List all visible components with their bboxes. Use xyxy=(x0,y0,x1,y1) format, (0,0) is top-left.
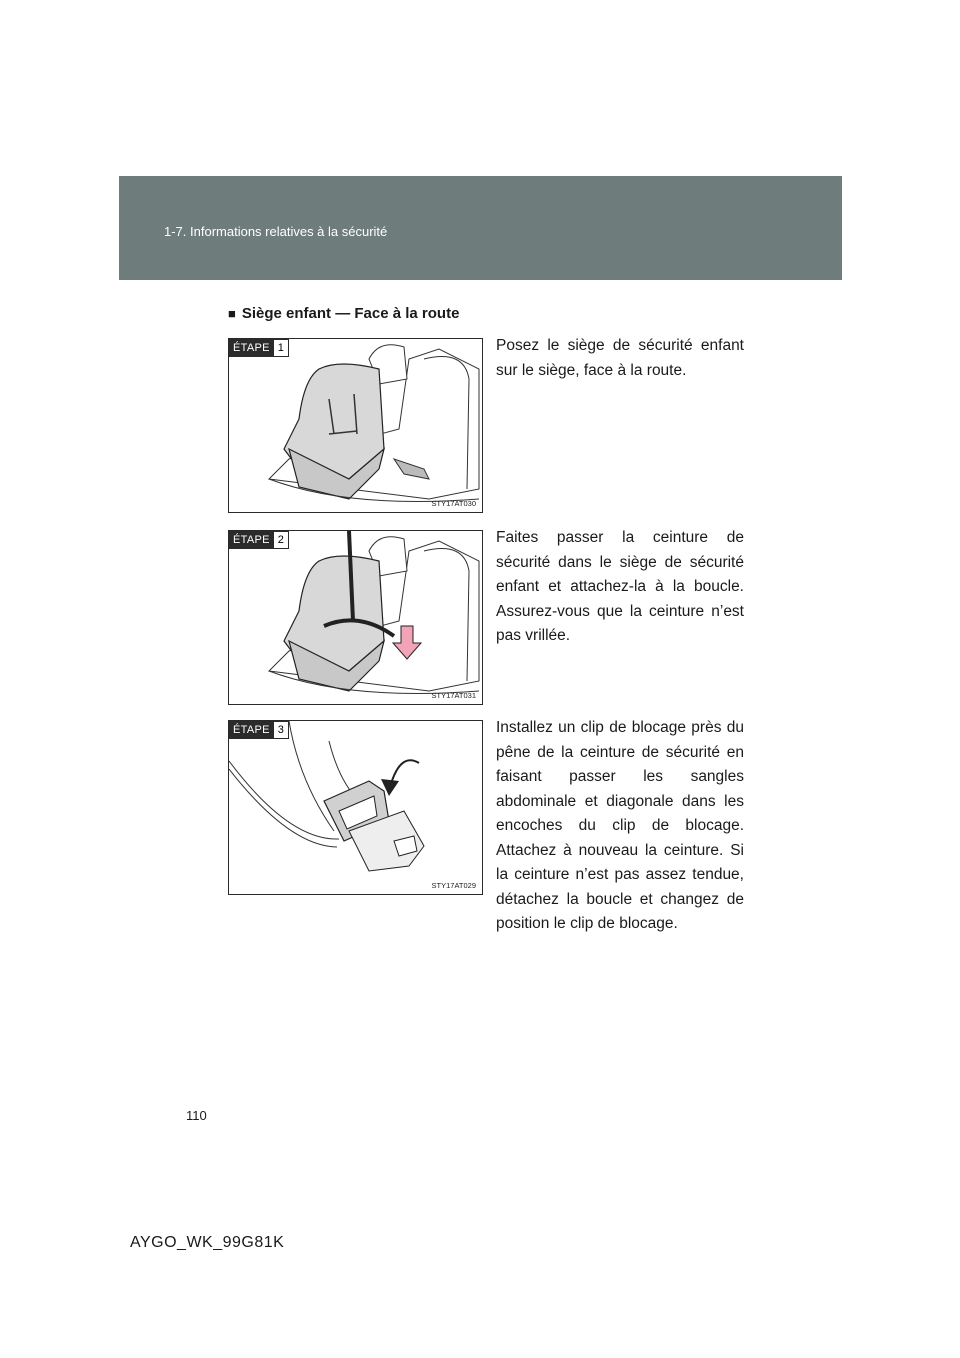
step-number: 2 xyxy=(274,531,289,549)
step-2-figure xyxy=(228,530,483,705)
page-number: 110 xyxy=(186,1108,207,1123)
step-label: ÉTAPE xyxy=(229,531,274,549)
step-1-text: Posez le siège de sécurité enfant sur le siège, face à la route. xyxy=(496,337,744,379)
child-seat-illustration xyxy=(229,339,483,513)
step-3-badge xyxy=(229,721,289,739)
document-code: AYGO_WK_99G81K xyxy=(130,1234,285,1251)
step-number: 1 xyxy=(274,339,289,357)
section-heading-text: Siège enfant — Face à la route xyxy=(241,305,460,322)
step-label: ÉTAPE xyxy=(229,339,274,357)
step-number: 3 xyxy=(274,721,289,739)
child-seat-belt-illustration xyxy=(229,531,483,705)
square-bullet-icon: ■ xyxy=(228,306,236,321)
locking-clip-illustration xyxy=(229,721,483,895)
step-3-text: Installez un clip de blocage près du pêne de la ceinture de sécurité en faisant passer les sangles abdominale et diagonale dans les encoches du clip de blocage. Attachez à nouveau la ceinture. Si la ceinture n’est pas assez tendue, détachez la boucle et changez de position le clip de blocage. xyxy=(496,719,744,932)
step-label: ÉTAPE xyxy=(229,721,274,739)
step-2-text: Faites passer la ceinture de sécurité dans le siège de sécurité enfant et attachez-la à la boucle. Assurez-vous que la ceinture n’est pas vrillée. xyxy=(496,529,744,644)
step-2-badge xyxy=(229,531,289,549)
step-1-figure xyxy=(228,338,483,513)
section-title: 1-7. Informations relatives à la sécurité xyxy=(164,224,388,239)
figure-code: STY17AT029 xyxy=(431,881,476,890)
step-1-badge xyxy=(229,339,289,357)
figure-code: STY17AT031 xyxy=(431,691,476,700)
section-heading xyxy=(228,305,459,322)
page-header xyxy=(119,176,842,280)
figure-code: STY17AT030 xyxy=(431,499,476,508)
step-3-figure xyxy=(228,720,483,895)
